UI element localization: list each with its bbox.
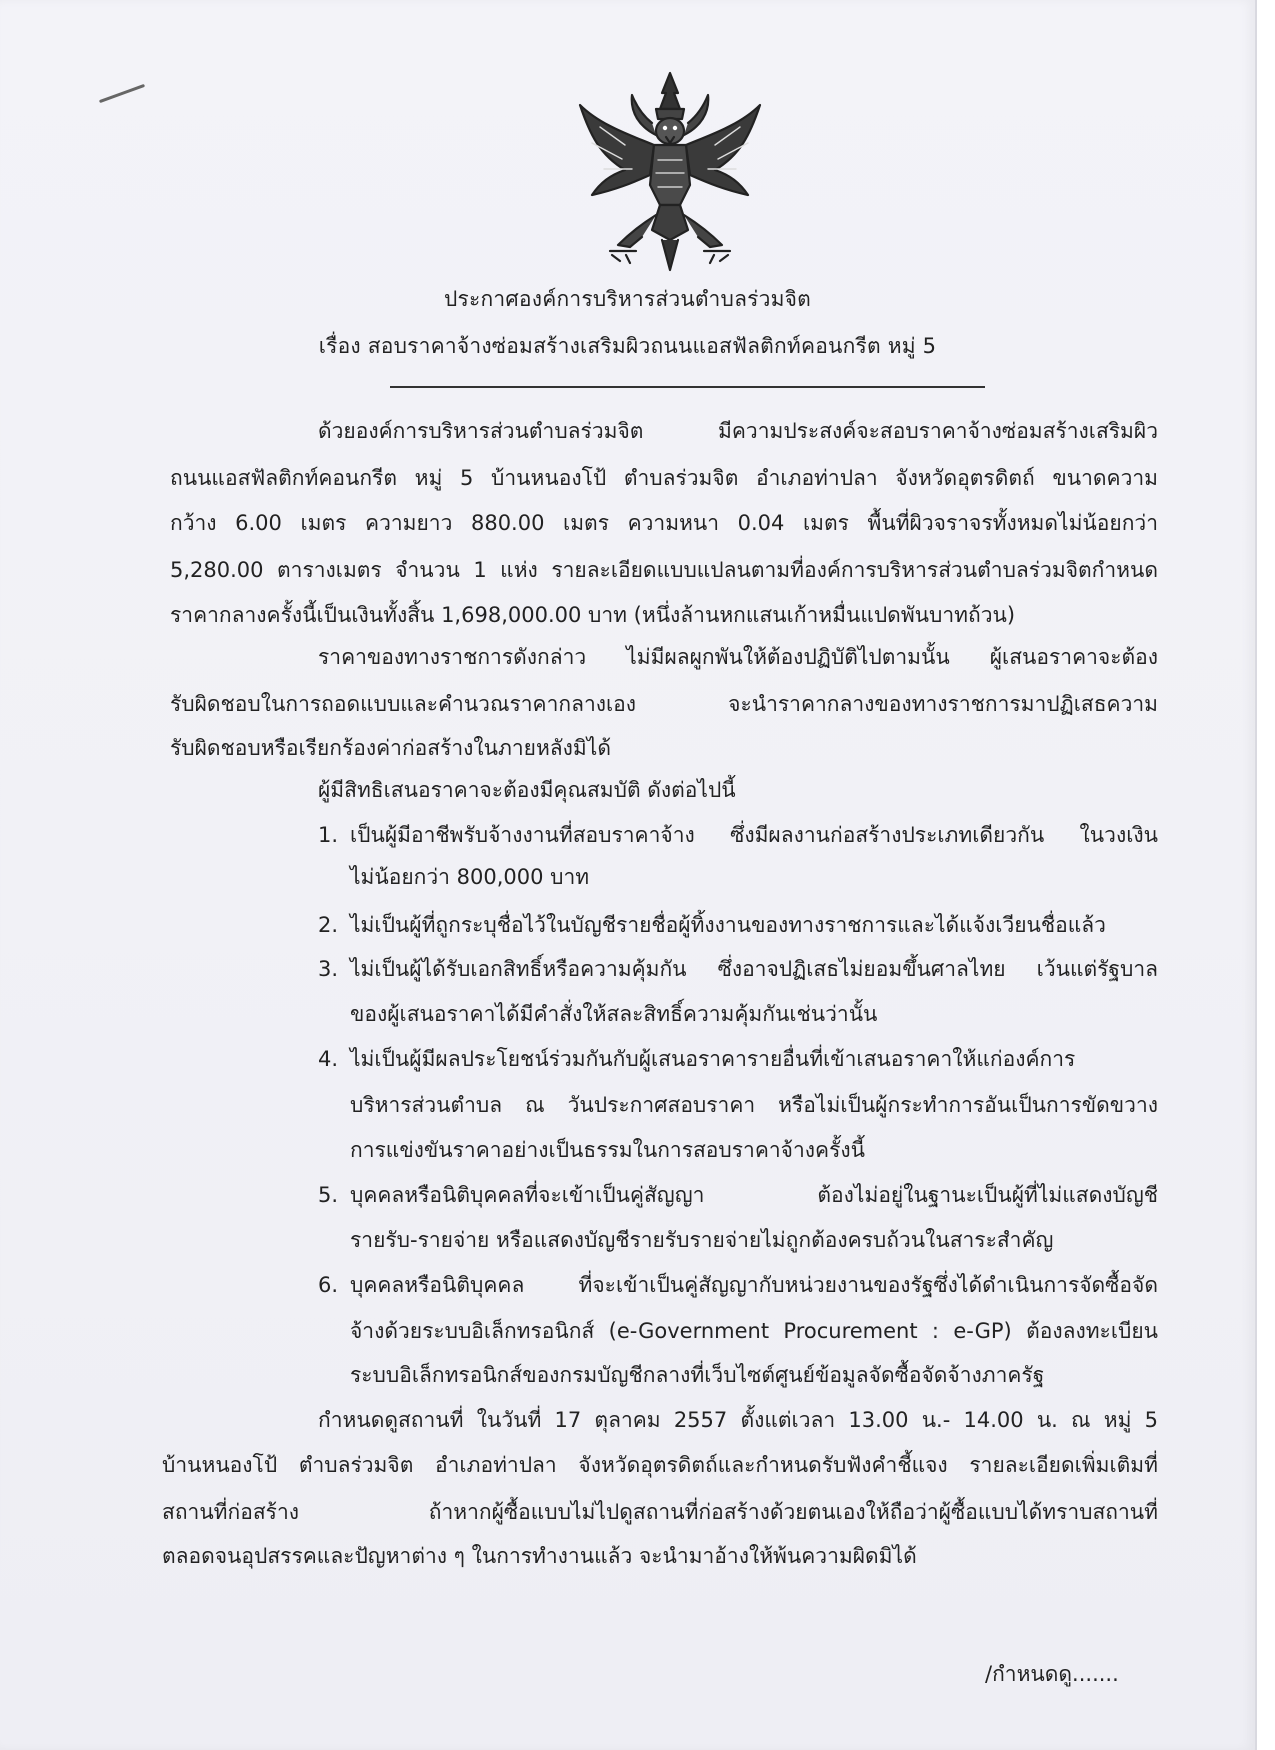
qualification-3-line-1: ไม่เป็นผู้ได้รับเอกสิทธิ์หรือความคุ้มกัน ซึ่งอาจปฏิเสธไม่ยอมขึ้นศาลไทย เว้นแต่รัฐบาล (350, 957, 1158, 981)
qualification-3-line-2: ของผู้เสนอราคาได้มีคำสั่งให้สละสิทธิ์ความคุ้มกันเช่นว่านั้น (350, 1002, 878, 1026)
para2-line-2: รับผิดชอบในการถอดแบบและคำนวณราคากลางเอง จะนำราคากลางของทางราชการมาปฏิเสธความ (170, 692, 1158, 716)
qualification-6-line-2: จ้างด้วยระบบอิเล็กทรอนิกส์ (e-Government Procurement : e-GP) ต้องลงทะเบียน (350, 1319, 1158, 1343)
qualification-4-line-1: ไม่เป็นผู้มีผลประโยชน์ร่วมกันกับผู้เสนอราคารายอื่นที่เข้าเสนอราคาให้แก่องค์การ (350, 1047, 1076, 1071)
qualification-2-line-1: ไม่เป็นผู้ที่ถูกระบุชื่อไว้ในบัญชีรายชื่อผู้ทิ้งงานของทางราชการและได้แจ้งเวียนชื่อแล้ว (350, 913, 1106, 937)
staple-mark (99, 84, 145, 103)
continuation-marker: /กำหนดดู....... (985, 1662, 1119, 1686)
qualification-5-line-1: บุคคลหรือนิติบุคคลที่จะเข้าเป็นคู่สัญญา ต้องไม่อยู่ในฐานะเป็นผู้ที่ไม่แสดงบัญชี (350, 1183, 1158, 1207)
qualifications-intro: ผู้มีสิทธิเสนอราคาจะต้องมีคุณสมบัติ ดังต่อไปนี้ (318, 778, 736, 802)
qualification-number: 6. (318, 1273, 339, 1297)
qualification-6-line-3: ระบบอิเล็กทรอนิกส์ของกรมบัญชีกลางที่เว็บไซต์ศูนย์ข้อมูลจัดซื้อจัดจ้างภาครัฐ (350, 1363, 1045, 1387)
announcement-subject: เรื่อง สอบราคาจ้างซ่อมสร้างเสริมผิวถนนแอสฟัลติกท์คอนกรีต หมู่ 5 (318, 334, 937, 358)
qualification-number: 3. (318, 957, 339, 981)
para3-line-2: บ้านหนองโป้ ตำบลร่วมจิต อำเภอท่าปลา จังหวัดอุตรดิตถ์และกำหนดรับฟังคำชี้แจง รายละเอียดเพิ่มเติมที่ (162, 1453, 1158, 1477)
para3-line-1: กำหนดดูสถานที่ ในวันที่ 17 ตุลาคม 2557 ตั้งแต่เวลา 13.00 น.- 14.00 น. ณ หมู่ 5 (318, 1408, 1158, 1432)
announcement-title: ประกาศองค์การบริหารส่วนตำบลร่วมจิต (444, 287, 811, 311)
para1-line-5: ราคากลางครั้งนี้เป็นเงินทั้งสิ้น 1,698,000.00 บาท (หนึ่งล้านหกแสนเก้าหมื่นแปดพันบาทถ้วน) (170, 603, 1016, 627)
para2-line-1: ราคาของทางราชการดังกล่าว ไม่มีผลผูกพันให้ต้องปฏิบัติไปตามนั้น ผู้เสนอราคาจะต้อง (318, 645, 1158, 669)
para2-line-3: รับผิดชอบหรือเรียกร้องค่าก่อสร้างในภายหลังมิได้ (170, 736, 611, 760)
title-divider (390, 386, 985, 388)
para3-line-4: ตลอดจนอุปสรรคและปัญหาต่าง ๆ ในการทำงานแล้ว จะนำมาอ้างให้พ้นความผิดมิได้ (162, 1544, 917, 1568)
garuda-emblem (570, 65, 770, 275)
qualification-4-line-2: บริหารส่วนตำบล ณ วันประกาศสอบราคา หรือไม่เป็นผู้กระทำการอันเป็นการขัดขวาง (350, 1093, 1158, 1117)
qualification-number: 5. (318, 1183, 339, 1207)
para1-line-3: กว้าง 6.00 เมตร ความยาว 880.00 เมตร ความหนา 0.04 เมตร พื้นที่ผิวจราจรทั้งหมดไม่น้อยกว่า (170, 511, 1158, 535)
qualification-5-line-2: รายรับ-รายจ่าย หรือแสดงบัญชีรายรับรายจ่ายไม่ถูกต้องครบถ้วนในสาระสำคัญ (350, 1228, 1054, 1252)
para1-line-1: ด้วยองค์การบริหารส่วนตำบลร่วมจิต มีความประสงค์จะสอบราคาจ้างซ่อมสร้างเสริมผิว (318, 419, 1158, 443)
qualification-number: 4. (318, 1047, 339, 1071)
qualification-1-line-1: เป็นผู้มีอาชีพรับจ้างงานที่สอบราคาจ้าง ซึ่งมีผลงานก่อสร้างประเภทเดียวกัน ในวงเงิน (350, 823, 1158, 847)
para3-line-3: สถานที่ก่อสร้าง ถ้าหากผู้ซื้อแบบไม่ไปดูสถานที่ก่อสร้างด้วยตนเองให้ถือว่าผู้ซื้อแบบได้ทราบสถานที่ (162, 1500, 1158, 1524)
qualification-number: 1. (318, 823, 339, 847)
qualification-4-line-3: การแข่งขันราคาอย่างเป็นธรรมในการสอบราคาจ้างครั้งนี้ (350, 1138, 865, 1162)
qualification-6-line-1: บุคคลหรือนิติบุคคล ที่จะเข้าเป็นคู่สัญญากับหน่วยงานของรัฐซึ่งได้ดำเนินการจัดซื้อจัด (350, 1273, 1158, 1297)
para1-line-2: ถนนแอสฟัลติกท์คอนกรีต หมู่ 5 บ้านหนองโป้ ตำบลร่วมจิต อำเภอท่าปลา จังหวัดอุตรดิตถ์ ขนาดความ (170, 466, 1158, 490)
qualification-1-line-2: ไม่น้อยกว่า 800,000 บาท (350, 865, 590, 889)
qualification-number: 2. (318, 913, 339, 937)
para1-line-4: 5,280.00 ตารางเมตร จำนวน 1 แห่ง รายละเอียดแบบแปลนตามที่องค์การบริหารส่วนตำบลร่วมจิตกำหนด (170, 558, 1158, 582)
